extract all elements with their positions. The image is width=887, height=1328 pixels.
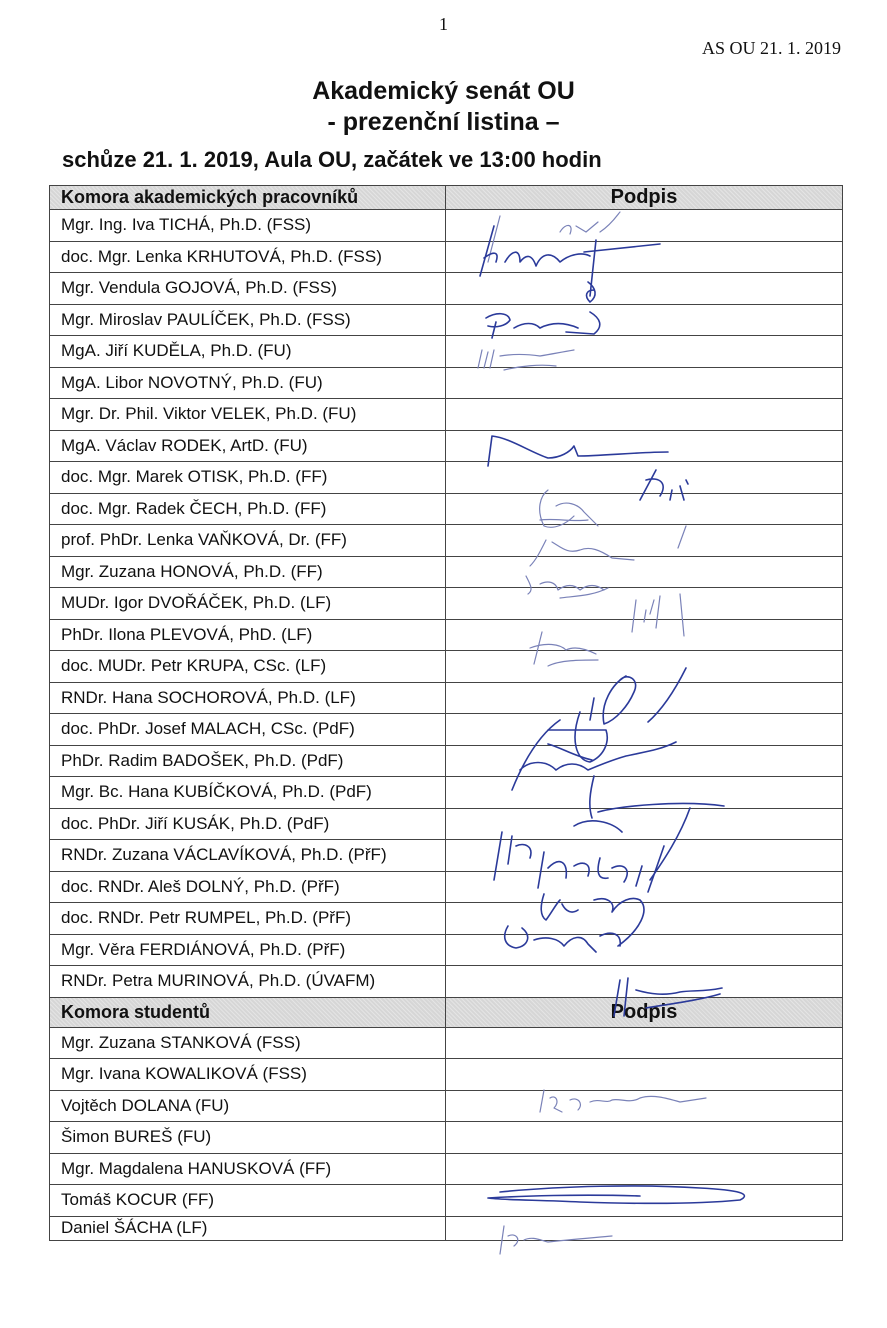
academic-member-row — [50, 556, 843, 588]
academic-member-row — [50, 745, 843, 777]
student-member-name: Mgr. Zuzana STANKOVÁ (FSS) — [50, 1027, 446, 1059]
academic-member-row — [50, 840, 843, 872]
academic-member-row — [50, 682, 843, 714]
academic-member-name: doc. Mgr. Marek OTISK, Ph.D. (FF) — [50, 462, 446, 494]
academic-member-name: Mgr. Ing. Iva TICHÁ, Ph.D. (FSS) — [50, 210, 446, 242]
academic-signature-cell — [446, 367, 843, 399]
academic-member-name: Mgr. Věra FERDIÁNOVÁ, Ph.D. (PřF) — [50, 934, 446, 966]
academic-signature-cell — [446, 493, 843, 525]
academic-member-name: RNDr. Zuzana VÁCLAVÍKOVÁ, Ph.D. (PřF) — [50, 840, 446, 872]
attendance-table — [49, 185, 843, 1241]
academic-signature-cell — [446, 840, 843, 872]
academic-signature-cell — [446, 304, 843, 336]
academic-member-name: prof. PhDr. Lenka VAŇKOVÁ, Dr. (FF) — [50, 525, 446, 557]
academic-member-row — [50, 399, 843, 431]
student-member-row — [50, 1122, 843, 1154]
students-signature-heading: Podpis — [446, 997, 843, 1027]
academic-member-row — [50, 651, 843, 683]
academic-signature-cell — [446, 745, 843, 777]
academics-signature-heading: Podpis — [446, 186, 843, 210]
academic-member-name: Mgr. Dr. Phil. Viktor VELEK, Ph.D. (FU) — [50, 399, 446, 431]
academic-signature-cell — [446, 682, 843, 714]
academic-signature-cell — [446, 588, 843, 620]
academic-member-name: doc. PhDr. Jiří KUSÁK, Ph.D. (PdF) — [50, 808, 446, 840]
academic-member-name: doc. Mgr. Lenka KRHUTOVÁ, Ph.D. (FSS) — [50, 241, 446, 273]
student-member-name: Daniel ŠÁCHA (LF) — [50, 1216, 446, 1240]
document-reference: AS OU 21. 1. 2019 — [701, 38, 841, 58]
academics-rows — [50, 210, 843, 998]
academic-member-name: Mgr. Miroslav PAULÍČEK, Ph.D. (FSS) — [50, 304, 446, 336]
student-signature-cell — [446, 1090, 843, 1122]
academic-signature-cell — [446, 651, 843, 683]
academic-member-row — [50, 430, 843, 462]
academic-signature-cell — [446, 430, 843, 462]
academic-member-name: doc. RNDr. Petr RUMPEL, Ph.D. (PřF) — [50, 903, 446, 935]
academic-member-name: PhDr. Radim BADOŠEK, Ph.D. (PdF) — [50, 745, 446, 777]
student-member-row — [50, 1153, 843, 1185]
academic-member-row — [50, 714, 843, 746]
students-chamber-heading: Komora studentů — [50, 997, 446, 1027]
academic-signature-cell — [446, 210, 843, 242]
academic-signature-cell — [446, 934, 843, 966]
student-member-name: Mgr. Ivana KOWALIKOVÁ (FSS) — [50, 1059, 446, 1091]
academic-signature-cell — [446, 241, 843, 273]
academic-member-row — [50, 210, 843, 242]
student-member-row — [50, 1216, 843, 1240]
academic-signature-cell — [446, 462, 843, 494]
academic-member-name: PhDr. Ilona PLEVOVÁ, PhD. (LF) — [50, 619, 446, 651]
student-signature-cell — [446, 1153, 843, 1185]
page-number: 1 — [439, 14, 448, 34]
academic-member-row — [50, 462, 843, 494]
academic-member-row — [50, 903, 843, 935]
academic-member-row — [50, 493, 843, 525]
academic-member-name: Mgr. Bc. Hana KUBÍČKOVÁ, Ph.D. (PdF) — [50, 777, 446, 809]
academic-member-row — [50, 525, 843, 557]
academic-signature-cell — [446, 619, 843, 651]
academic-member-name: doc. Mgr. Radek ČECH, Ph.D. (FF) — [50, 493, 446, 525]
academic-signature-cell — [446, 808, 843, 840]
academic-member-row — [50, 966, 843, 998]
academic-signature-cell — [446, 871, 843, 903]
academic-member-name: Mgr. Vendula GOJOVÁ, Ph.D. (FSS) — [50, 273, 446, 305]
meeting-info: schůze 21. 1. 2019, Aula OU, začátek ve 13:00 hodin — [62, 147, 602, 172]
student-signature-cell — [446, 1027, 843, 1059]
academic-member-row — [50, 304, 843, 336]
student-member-name: Vojtěch DOLANA (FU) — [50, 1090, 446, 1122]
document-title — [0, 76, 887, 138]
academic-member-name: MUDr. Igor DVOŘÁČEK, Ph.D. (LF) — [50, 588, 446, 620]
academic-member-row — [50, 808, 843, 840]
academic-member-name: RNDr. Hana SOCHOROVÁ, Ph.D. (LF) — [50, 682, 446, 714]
academic-member-name: Mgr. Zuzana HONOVÁ, Ph.D. (FF) — [50, 556, 446, 588]
academic-member-name: MgA. Václav RODEK, ArtD. (FU) — [50, 430, 446, 462]
academic-member-row — [50, 336, 843, 368]
academic-signature-cell — [446, 903, 843, 935]
academic-member-row — [50, 777, 843, 809]
students-header-row — [50, 997, 843, 1027]
student-member-name: Tomáš KOCUR (FF) — [50, 1185, 446, 1217]
academic-member-row — [50, 588, 843, 620]
student-signature-cell — [446, 1122, 843, 1154]
academic-member-row — [50, 934, 843, 966]
academic-signature-cell — [446, 714, 843, 746]
academic-signature-cell — [446, 966, 843, 998]
academic-signature-cell — [446, 525, 843, 557]
student-member-row — [50, 1090, 843, 1122]
student-member-row — [50, 1059, 843, 1091]
student-signature-cell — [446, 1185, 843, 1217]
academic-signature-cell — [446, 336, 843, 368]
academic-member-row — [50, 241, 843, 273]
academic-member-name: MgA. Libor NOVOTNÝ, Ph.D. (FU) — [50, 367, 446, 399]
student-member-name: Šimon BUREŠ (FU) — [50, 1122, 446, 1154]
academics-header-row — [50, 186, 843, 210]
title-line-1: Akademický senát OU — [312, 77, 575, 105]
academics-chamber-heading: Komora akademických pracovníků — [50, 186, 446, 210]
academic-signature-cell — [446, 273, 843, 305]
academic-member-row — [50, 273, 843, 305]
academic-signature-cell — [446, 556, 843, 588]
academic-signature-cell — [446, 777, 843, 809]
title-line-2: - prezenční listina – — [327, 108, 560, 136]
students-rows — [50, 1027, 843, 1240]
academic-member-row — [50, 619, 843, 651]
student-member-name: Mgr. Magdalena HANUSKOVÁ (FF) — [50, 1153, 446, 1185]
academic-signature-cell — [446, 399, 843, 431]
academic-member-name: doc. MUDr. Petr KRUPA, CSc. (LF) — [50, 651, 446, 683]
academic-member-name: RNDr. Petra MURINOVÁ, Ph.D. (ÚVAFM) — [50, 966, 446, 998]
academic-member-row — [50, 871, 843, 903]
academic-member-name: doc. PhDr. Josef MALACH, CSc. (PdF) — [50, 714, 446, 746]
academic-member-name: MgA. Jiří KUDĚLA, Ph.D. (FU) — [50, 336, 446, 368]
academic-member-name: doc. RNDr. Aleš DOLNÝ, Ph.D. (PřF) — [50, 871, 446, 903]
student-signature-cell — [446, 1216, 843, 1240]
student-member-row — [50, 1027, 843, 1059]
student-signature-cell — [446, 1059, 843, 1091]
student-member-row — [50, 1185, 843, 1217]
academic-member-row — [50, 367, 843, 399]
